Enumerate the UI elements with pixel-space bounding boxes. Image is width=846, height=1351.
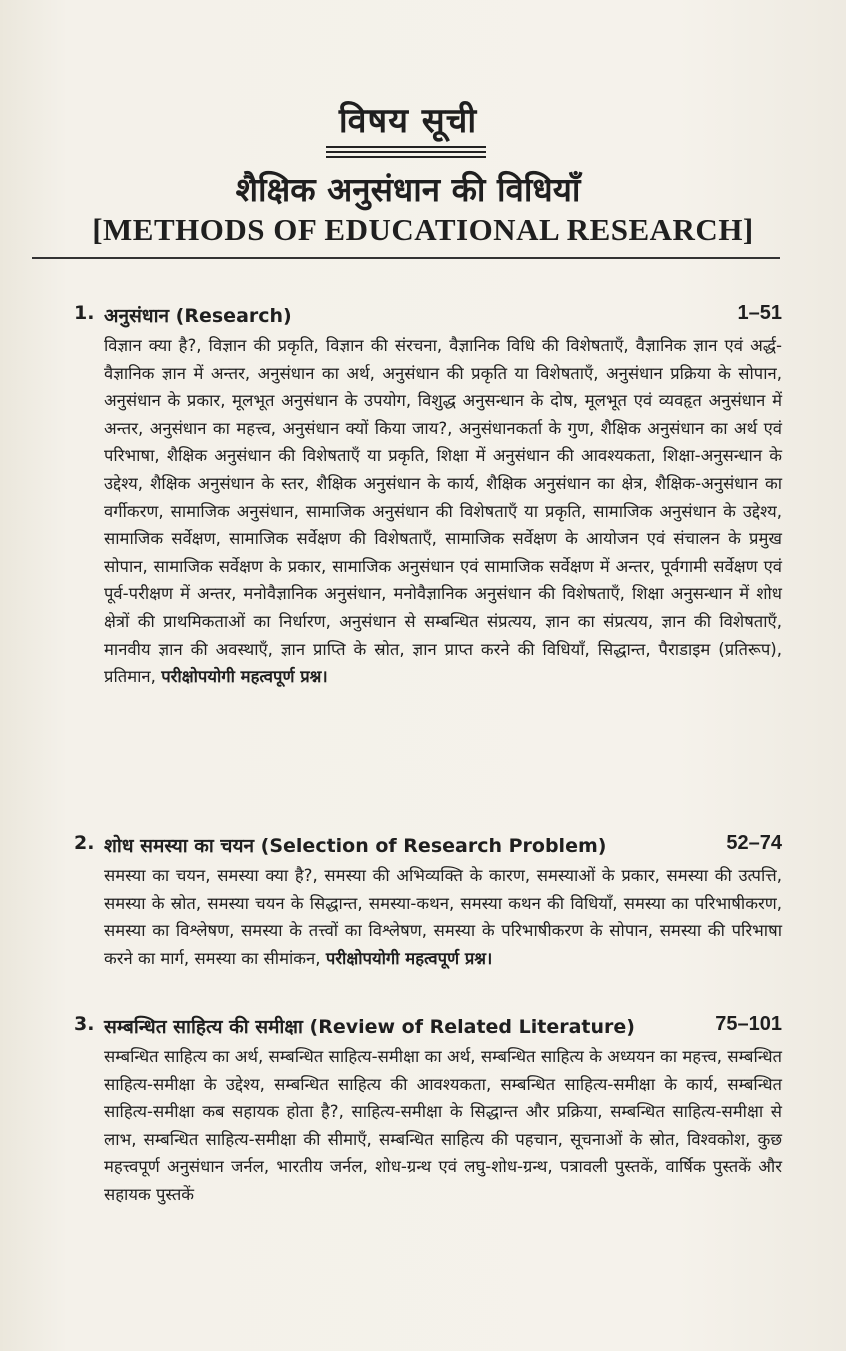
chapter-heading — [74, 832, 782, 862]
chapter-heading — [74, 302, 782, 332]
chapter-topics — [104, 1043, 782, 1209]
title-underline — [326, 146, 486, 148]
subject-title-hindi: शैक्षिक अनुसंधान की विधियाँ — [235, 170, 581, 209]
toc-entry-review-of-related-literature — [74, 1013, 782, 1209]
chapter-topics-text: समस्या का चयन, समस्या क्या है?, समस्या की अभिव्यक्ति के कारण, समस्याओं के प्रकार, समस्या की उत्पत्ति, समस्या के स्रोत, समस्या चयन के सिद्धान्त, समस्या-कथन, समस्या कथन की विधियाँ, समस्या का परिभाषीकरण, समस्या का विश्लेषण, समस्या के तत्त्वों का विश्लेषण, समस्या के परिभाषीकरण के सोपान, समस्या की परिभाषा करने का मार्ग, समस्या का सीमांकन, — [104, 866, 782, 968]
chapter-number: 3. — [74, 1013, 95, 1035]
chapter-topics-text: सम्बन्धित साहित्य का अर्थ, सम्बन्धित साहित्य-समीक्षा का अर्थ, सम्बन्धित साहित्य के अध्ययन का महत्त्व, सम्बन्धित साहित्य-समीक्षा के उद्देश्य, सम्बन्धित साहित्य की आवश्यकता, सम्बन्धित साहित्य-समीक्षा के कार्य, सम्बन्धित साहित्य-समीक्षा कब सहायक होता है?, साहित्य-समीक्षा के सिद्धान्त और प्रक्रिया, सम्बन्धित साहित्य-समीक्षा से लाभ, सम्बन्धित साहित्य-समीक्षा की सीमाएँ, सम्बन्धित साहित्य की पहचान, सूचनाओं के स्रोत, विश्वकोश, कुछ महत्त्वपूर्ण अनुसंधान जर्नल, भारतीय जर्नल, शोध-ग्रन्थ एवं लघु-शोध-ग्रन्थ, पत्रावली पुस्तकें, वार्षिक पुस्तकें और सहायक पुस्तकें — [104, 1047, 782, 1204]
chapter-page-range: 75–101 — [715, 1013, 782, 1035]
title-underline — [326, 151, 486, 153]
chapter-number: 2. — [74, 832, 95, 854]
chapter-exam-questions: परीक्षोपयोगी महत्वपूर्ण प्रश्न। — [161, 667, 328, 687]
chapter-topics — [104, 862, 782, 972]
chapter-page-range: 1–51 — [737, 302, 782, 324]
page-title: विषय सूची — [338, 101, 478, 141]
toc-entry-selection-of-research-problem — [74, 832, 782, 972]
chapter-topics — [104, 332, 782, 691]
chapter-number: 1. — [74, 302, 95, 324]
chapter-topics-text: विज्ञान क्या है?, विज्ञान की प्रकृति, विज्ञान की संरचना, वैज्ञानिक विधि की विशेषताएँ, वैज्ञानिक ज्ञान एवं अर्द्ध-वैज्ञानिक ज्ञान में अन्तर, अनुसंधान का अर्थ, अनुसंधान की प्रकृति या विशेषताएँ, अनुसंधान प्रक्रिया के सोपान, अनुसंधान के प्रकार, मूलभूत अनुसंधान के उपयोग, विशुद्ध अनुसन्धान के दोष, मूलभूत एवं व्यवहृत अनुसंधान में अन्तर, अनुसंधान का महत्त्व, अनुसंधान क्यों किया जाय?, अनुसंधानकर्ता के गुण, शैक्षिक अनुसंधान का अर्थ एवं परिभाषा, शैक्षिक अनुसंधान की विशेषताएँ या प्रकृति, शिक्षा में अनुसंधान की आवश्यकता, शिक्षा-अनुसन्धान के उद्देश्य, शैक्षिक अनुसंधान के स्तर, शैक्षिक अनुसंधान के कार्य, शैक्षिक अनुसंधान का क्षेत्र, शैक्षिक-अनुसंधान का वर्गीकरण, सामाजिक अनुसंधान, सामाजिक अनुसंधान की विशेषताएँ या प्रकृति, सामाजिक अनुसंधान के उद्देश्य, सामाजिक सर्वेक्षण, सामाजिक सर्वेक्षण की विशेषताएँ, सामाजिक सर्वेक्षण के आयोजन एवं संचालन के प्रमुख सोपान, सामाजिक सर्वेक्षण के प्रकार, सामाजिक अनुसंधान एवं सामाजिक सर्वेक्षण में अन्तर, पूर्वगामी सर्वेक्षण एवं पूर्व-परीक्षण में अन्तर, मनोवैज्ञानिक अनुसंधान, मनोवैज्ञानिक अनुसंधान की विशेषताएँ, शिक्षा अनुसन्धान में शोध क्षेत्रों की प्राथमिकताओं का निर्धारण, अनुसंधान से सम्बन्धित संप्रत्यय, ज्ञान का संप्रत्यय, ज्ञान की विशेषताएँ, मानवीय ज्ञान की अवस्थाएँ, ज्ञान प्राप्ति के स्रोत, ज्ञान प्राप्त करने की विधियाँ, सिद्धान्त, पैराडाइम (प्रतिरूप), प्रतिमान, — [104, 336, 782, 687]
chapter-exam-questions: परीक्षोपयोगी महत्वपूर्ण प्रश्न। — [325, 948, 493, 968]
chapter-title: अनुसंधान (Research) — [104, 305, 292, 327]
toc-entry-research — [74, 302, 782, 691]
chapter-page-range: 52–74 — [726, 832, 782, 854]
chapter-title: शोध समस्या का चयन (Selection of Research Problem) — [104, 835, 607, 857]
header-divider — [32, 257, 780, 259]
title-underline — [326, 156, 486, 158]
chapter-heading — [74, 1013, 782, 1043]
chapter-title: सम्बन्धित साहित्य की समीक्षा (Review of Related Literature) — [104, 1016, 635, 1038]
subject-title-english: [METHODS OF EDUCATIONAL RESEARCH] — [92, 212, 754, 247]
